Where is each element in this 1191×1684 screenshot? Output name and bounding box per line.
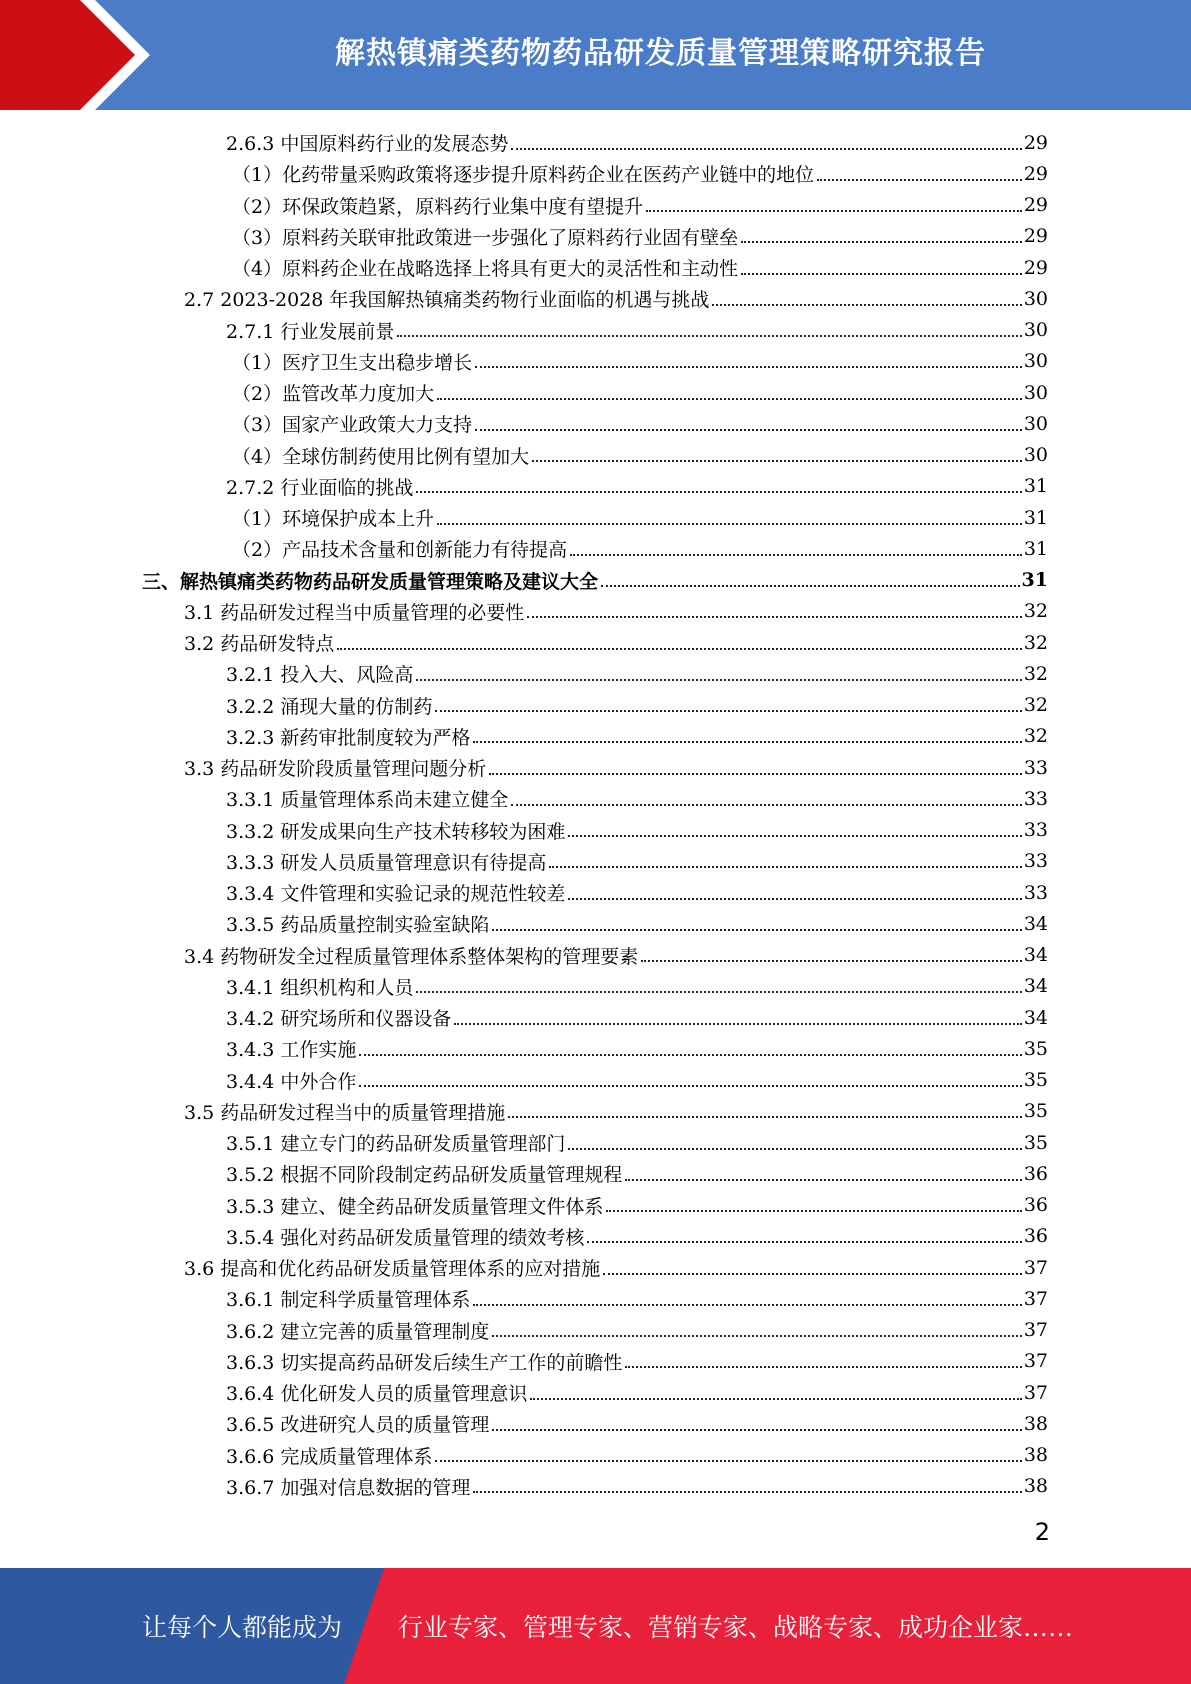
toc-entry-page: 34 [1023, 912, 1048, 935]
toc-entry-label: 3.2.3 新药审批制度较为严格 [226, 726, 471, 749]
toc-entry[interactable] [226, 1283, 1048, 1314]
toc-entry[interactable] [226, 971, 1048, 1002]
dot-leader [397, 335, 1021, 337]
dot-leader [511, 804, 1021, 806]
toc-entry[interactable] [226, 1221, 1048, 1252]
toc-entry[interactable] [226, 908, 1048, 939]
toc-entry-label: 3.6.3 切实提高药品研发后续生产工作的前瞻性 [226, 1351, 623, 1374]
dot-leader [511, 148, 1021, 150]
toc-entry-label: 3.6.2 建立完善的质量管理制度 [226, 1320, 490, 1343]
dot-leader [741, 273, 1022, 275]
toc-entry[interactable] [226, 127, 1048, 158]
toc-entry-label: 3.5.3 建立、健全药品研发质量管理文件体系 [226, 1195, 604, 1218]
toc-entry-label: 3.5.1 建立专门的药品研发质量管理部门 [226, 1133, 566, 1156]
toc-entry-page: 30 [1023, 381, 1048, 404]
toc-entry[interactable] [226, 1440, 1048, 1471]
toc-entry[interactable] [232, 502, 1048, 533]
toc-entry[interactable] [226, 877, 1048, 908]
dot-leader [416, 491, 1021, 493]
toc-entry-label: （1）环境保护成本上升 [232, 508, 435, 531]
toc-entry-label: 三、解热镇痛类药物药品研发质量管理策略及建议大全 [142, 570, 599, 593]
dot-leader [601, 585, 1020, 587]
toc-entry-page: 37 [1023, 1256, 1048, 1279]
toc-entry-label: 3.3.1 质量管理体系尚未建立健全 [226, 789, 509, 812]
toc-entry[interactable] [226, 1158, 1048, 1189]
toc-entry-page: 32 [1023, 662, 1048, 685]
toc-entry-page: 35 [1023, 1069, 1048, 1092]
toc-entry-label: 3.4 药物研发全过程质量管理体系整体架构的管理要素 [184, 945, 639, 968]
toc-entry-page: 37 [1023, 1287, 1048, 1310]
toc-entry-label: 2.7.2 行业面临的挑战 [226, 476, 414, 499]
toc-entry[interactable] [226, 471, 1048, 502]
toc-entry[interactable] [232, 190, 1048, 221]
toc-entry[interactable] [226, 1002, 1048, 1033]
toc-entry[interactable] [226, 1315, 1048, 1346]
toc-entry-page: 37 [1023, 1381, 1048, 1404]
toc-entry-label: 3.6 提高和优化药品研发质量管理体系的应对措施 [184, 1258, 601, 1281]
dot-leader [473, 1304, 1021, 1306]
toc-entry-page: 35 [1023, 1100, 1048, 1123]
toc-entry-label: 3.4.1 组织机构和人员 [226, 976, 414, 999]
toc-entry[interactable] [226, 815, 1048, 846]
dot-leader [489, 773, 1022, 775]
toc-entry-page: 31 [1023, 475, 1048, 498]
dot-leader [641, 960, 1022, 962]
toc-entry[interactable] [226, 690, 1048, 721]
toc-entry-page: 29 [1023, 225, 1048, 248]
dot-leader [549, 866, 1021, 868]
toc-entry[interactable] [226, 1408, 1048, 1439]
toc-entry[interactable] [184, 627, 1048, 658]
toc-entry-page: 33 [1023, 881, 1048, 904]
toc-entry-page: 34 [1023, 944, 1048, 967]
toc-entry[interactable] [184, 283, 1048, 314]
toc-entry-page: 35 [1023, 1037, 1048, 1060]
toc-entry-label: （2）监管改革力度加大 [232, 383, 435, 406]
toc-entry-page: 33 [1023, 819, 1048, 842]
dot-leader [527, 616, 1022, 618]
toc-entry[interactable] [232, 158, 1048, 189]
toc-entry-label: 3.5.4 强化对药品研发质量管理的绩效考核 [226, 1226, 585, 1249]
page-footer [0, 1568, 1191, 1684]
toc-entry-label: 3.3.5 药品质量控制实验室缺陷 [226, 914, 490, 937]
toc-entry-label: 3.6.6 完成质量管理体系 [226, 1445, 433, 1468]
toc-entry-label: 3.6.5 改进研究人员的质量管理 [226, 1414, 490, 1437]
toc-entry-label: 3.5.2 根据不同阶段制定药品研发质量管理规程 [226, 1164, 623, 1187]
toc-entry[interactable] [232, 346, 1048, 377]
table-of-contents [0, 127, 1191, 1502]
dot-leader [603, 1273, 1022, 1275]
dot-leader [492, 929, 1021, 931]
dot-leader [454, 1023, 1021, 1025]
toc-entry-page: 29 [1023, 194, 1048, 217]
dot-leader [568, 1148, 1021, 1150]
footer-slogan-left: 让每个人都能成为 [142, 1613, 343, 1642]
toc-entry-page: 37 [1023, 1319, 1048, 1342]
toc-entry-page: 29 [1023, 162, 1048, 185]
toc-entry-page: 30 [1023, 412, 1048, 435]
dot-leader [437, 523, 1022, 525]
toc-entry[interactable] [184, 1252, 1048, 1283]
toc-entry-page: 36 [1023, 1194, 1048, 1217]
toc-entry-page: 31 [1023, 506, 1048, 529]
dot-leader [492, 1429, 1021, 1431]
toc-entry-label: 2.6.3 中国原料药行业的发展态势 [226, 133, 509, 156]
dot-leader [473, 741, 1021, 743]
toc-entry-label: （4）原料药企业在战略选择上将具有更大的灵活性和主动性 [232, 258, 739, 281]
toc-entry-page: 35 [1023, 1131, 1048, 1154]
toc-entry-label: 3.6.7 加强对信息数据的管理 [226, 1476, 471, 1499]
toc-entry[interactable] [232, 440, 1048, 471]
toc-entry-label: （4）全球仿制药使用比例有望加大 [232, 445, 530, 468]
toc-entry[interactable] [142, 565, 1048, 596]
dot-leader [568, 835, 1021, 837]
footer-slogan-right: 行业专家、管理专家、营销专家、战略专家、成功企业家…… [398, 1613, 1074, 1642]
toc-entry-page: 38 [1023, 1412, 1048, 1435]
toc-entry-label: 3.6.4 优化研发人员的质量管理意识 [226, 1383, 528, 1406]
toc-entry[interactable] [226, 1471, 1048, 1502]
dot-leader [416, 679, 1021, 681]
toc-entry-label: 3.2.1 投入大、风险高 [226, 664, 414, 687]
dot-leader [712, 304, 1021, 306]
toc-entry[interactable] [232, 533, 1048, 564]
toc-entry-label: 3.3 药品研发阶段质量管理问题分析 [184, 758, 487, 781]
toc-entry-label: 3.4.2 研究场所和仪器设备 [226, 1008, 452, 1031]
toc-entry[interactable] [226, 721, 1048, 752]
toc-entry-label: 3.2 药品研发特点 [184, 633, 335, 656]
report-title: 解热镇痛类药物药品研发质量管理策略研究报告 [335, 36, 986, 71]
toc-entry-page: 30 [1023, 287, 1048, 310]
toc-entry-page: 30 [1023, 444, 1048, 467]
toc-entry-label: （3）国家产业政策大力支持 [232, 414, 473, 437]
toc-entry-page: 34 [1023, 1006, 1048, 1029]
toc-entry[interactable] [232, 221, 1048, 252]
dot-leader [625, 1179, 1021, 1181]
toc-entry[interactable] [226, 846, 1048, 877]
dot-leader [587, 1241, 1021, 1243]
toc-entry-page: 36 [1023, 1225, 1048, 1248]
toc-entry-page: 31 [1023, 537, 1048, 560]
toc-entry-page: 32 [1023, 600, 1048, 623]
toc-entry-page: 31 [1021, 569, 1048, 592]
dot-leader [530, 1398, 1021, 1400]
dot-leader [568, 898, 1021, 900]
dot-leader [437, 398, 1022, 400]
toc-entry[interactable] [226, 315, 1048, 346]
toc-entry-label: 3.4.4 中外合作 [226, 1070, 357, 1093]
toc-entry[interactable] [232, 252, 1048, 283]
toc-entry[interactable] [226, 1127, 1048, 1158]
toc-entry-page: 37 [1023, 1350, 1048, 1373]
page-number: 2 [1034, 1518, 1050, 1546]
dot-leader [475, 366, 1022, 368]
toc-entry-label: （1）医疗卫生支出稳步增长 [232, 351, 473, 374]
toc-entry[interactable] [184, 752, 1048, 783]
toc-entry-label: 2.7 2023-2028 年我国解热镇痛类药物行业面临的机遇与挑战 [184, 289, 710, 312]
toc-entry-label: 3.2.2 涌现大量的仿制药 [226, 695, 433, 718]
toc-entry-label: 3.4.3 工作实施 [226, 1039, 357, 1062]
dot-leader [337, 648, 1022, 650]
toc-entry-label: （1）化药带量采购政策将逐步提升原料药企业在医药产业链中的地位 [232, 164, 815, 187]
dot-leader [473, 1491, 1021, 1493]
dot-leader [625, 1366, 1021, 1368]
toc-entry-page: 29 [1023, 131, 1048, 154]
toc-entry-label: 3.3.3 研发人员质量管理意识有待提高 [226, 851, 547, 874]
toc-entry[interactable] [226, 1377, 1048, 1408]
toc-entry-label: （2）环保政策趋紧，原料药行业集中度有望提升 [232, 195, 644, 218]
dot-leader [359, 1085, 1021, 1087]
toc-entry[interactable] [184, 940, 1048, 971]
toc-entry-page: 33 [1023, 850, 1048, 873]
toc-entry-label: 3.1 药品研发过程当中质量管理的必要性 [184, 601, 525, 624]
toc-entry-page: 32 [1023, 631, 1048, 654]
toc-entry-page: 30 [1023, 319, 1048, 342]
toc-entry[interactable] [226, 1190, 1048, 1221]
toc-entry[interactable] [226, 658, 1048, 689]
dot-leader [741, 241, 1022, 243]
toc-entry[interactable] [226, 1065, 1048, 1096]
dot-leader [435, 1460, 1021, 1462]
toc-entry-label: 3.3.4 文件管理和实验记录的规范性较差 [226, 883, 566, 906]
dot-leader [570, 554, 1022, 556]
dot-leader [359, 1054, 1021, 1056]
toc-entry-page: 36 [1023, 1162, 1048, 1185]
toc-entry-label: （2）产品技术含量和创新能力有待提高 [232, 539, 568, 562]
toc-entry-page: 29 [1023, 256, 1048, 279]
toc-entry-page: 34 [1023, 975, 1048, 998]
toc-entry[interactable] [232, 408, 1048, 439]
toc-entry-label: 3.6.1 制定科学质量管理体系 [226, 1289, 471, 1312]
toc-entry-label: 3.3.2 研发成果向生产技术转移较为困难 [226, 820, 566, 843]
dot-leader [416, 991, 1021, 993]
dot-leader [817, 179, 1022, 181]
toc-entry-page: 38 [1023, 1444, 1048, 1467]
toc-entry-page: 38 [1023, 1475, 1048, 1498]
dot-leader [435, 710, 1021, 712]
toc-entry-page: 32 [1023, 694, 1048, 717]
toc-entry[interactable] [184, 1096, 1048, 1127]
toc-entry[interactable] [232, 377, 1048, 408]
dot-leader [606, 1210, 1021, 1212]
dot-leader [646, 210, 1022, 212]
dot-leader [492, 1335, 1021, 1337]
toc-entry[interactable] [184, 596, 1048, 627]
dot-leader [508, 1116, 1022, 1118]
toc-entry[interactable] [226, 1033, 1048, 1064]
dot-leader [475, 429, 1022, 431]
toc-entry[interactable] [226, 1346, 1048, 1377]
toc-entry-page: 30 [1023, 350, 1048, 373]
toc-entry-page: 33 [1023, 756, 1048, 779]
toc-entry-page: 33 [1023, 787, 1048, 810]
dot-leader [532, 460, 1022, 462]
toc-entry-page: 32 [1023, 725, 1048, 748]
toc-entry-label: 2.7.1 行业发展前景 [226, 320, 395, 343]
page-header [0, 0, 1191, 110]
toc-entry-label: 3.5 药品研发过程当中的质量管理措施 [184, 1101, 506, 1124]
toc-entry-label: （3）原料药关联审批政策进一步强化了原料药行业固有壁垒 [232, 226, 739, 249]
toc-entry[interactable] [226, 783, 1048, 814]
